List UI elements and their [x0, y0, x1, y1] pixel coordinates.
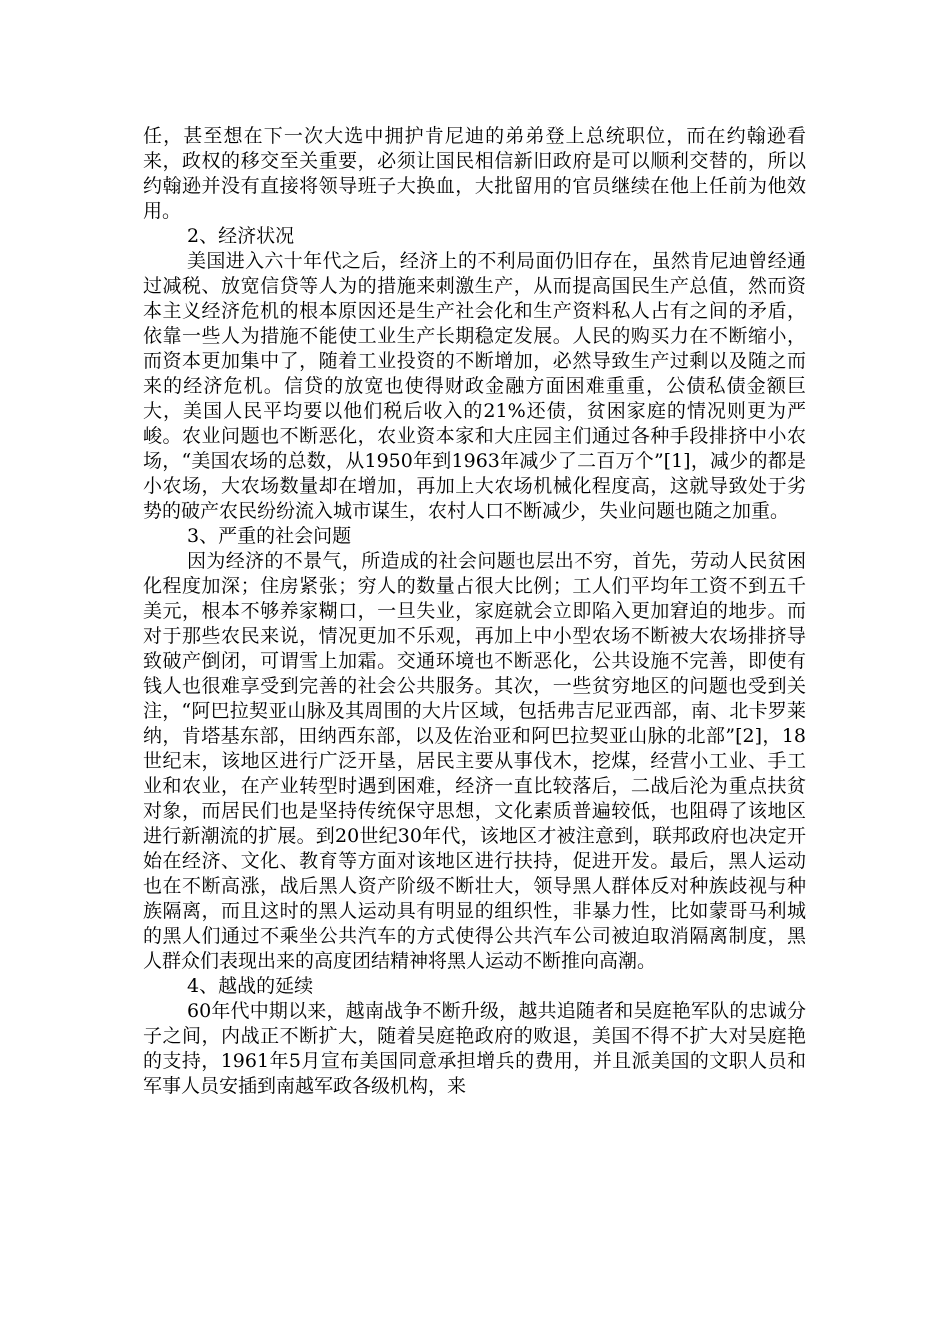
paragraph-social-problems: 因为经济的不景气，所造成的社会问题也层出不穷，首先，劳动人民贫困化程度加深；住房紧张；穷人的数量占很大比例；工人们平均年工资不到五千美元，根本不够养家糊口，一旦失业，家庭就会立即陷入更加窘迫的地步。而对于那些农民来说，情况更加不乐观，再加上中小型农场不断被大农场排挤导致破产倒闭，可谓雪上加霜。交通环境也不断恶化，公共设施不完善，即使有钱人也很难享受到完善的社会公共服务。其次，一些贫穷地区的问题也受到关注，“阿巴拉契亚山脉及其周围的大片区域，包括弗吉尼亚西部，南、北卡罗莱纳，肯塔基东部，田纳西东部，以及佐治亚和阿巴拉契亚山脉的北部”[2]，18世纪末，该地区进行广泛开垦，居民主要从事伐木，挖煤，经营小工业、手工业和农业，在产业转型时遇到困难，经济一直比较落后，二战后沦为重点扶贫对象，而居民们也是坚持传统保守思想，文化素质普遍较低，也阻碍了该地区进行新潮流的扩展。到20世纪30年代，该地区才被注意到，联邦政府也决定开始在经济、文化、教育等方面对该地区进行扶持，促进开发。最后，黑人运动也在不断高涨，战后黑人资产阶级不断壮大，领导黑人群体反对种族歧视与种族隔离，而且这时的黑人运动具有明显的组织性，非暴力性，比如蒙哥马利城的黑人们通过不乘坐公共汽车的方式使得公共汽车公司被迫取消隔离制度，黑人群众们表现出来的高度团结精神将黑人运动不断推向高潮。 [143, 550, 806, 972]
section-heading-economy: 2、经济状况 [187, 225, 295, 247]
document-page [143, 124, 806, 1099]
paragraph-vietnam-war: 60年代中期以来，越南战争不断升级，越共追随者和吴庭艳军队的忠诚分子之间，内战正不断扩大，随着吴庭艳政府的败退，美国不得不扩大对吴庭艳的支持，1961年5月宣布美国同意承担增兵的费用，并且派美国的文职人员和军事人员安插到南越军政各级机构，来 [143, 1000, 806, 1097]
section-heading-vietnam-war: 4、越战的延续 [187, 975, 314, 997]
paragraph-economy: 美国进入六十年代之后，经济上的不利局面仍旧存在，虽然肯尼迪曾经通过减税、放宽信贷等人为的措施来刺激生产，从而提高国民生产总值，然而资本主义经济危机的根本原因还是生产社会化和生产资料私人占有之间的矛盾，依靠一些人为措施不能使工业生产长期稳定发展。人民的购买力在不断缩小，而资本更加集中了，随着工业投资的不断增加，必然导致生产过剩以及随之而来的经济危机。信贷的放宽也使得财政金融方面困难重重，公债私债金额巨大，美国人民平均要以他们税后收入的21%还债，贫困家庭的情况则更为严峻。农业问题也不断恶化，农业资本家和大庄园主们通过各种手段排挤中小农场，“美国农场的总数，从1950年到1963年减少了二百万个”[1]，减少的都是小农场，大农场数量却在增加，再加上大农场机械化程度高，这就导致处于劣势的破产农民纷纷流入城市谋生，农村人口不断减少，失业问题也随之加重。 [143, 250, 806, 522]
paragraph-continuation: 任，甚至想在下一次大选中拥护肯尼迪的弟弟登上总统职位，而在约翰逊看来，政权的移交至关重要，必须让国民相信新旧政府是可以顺利交替的，所以约翰逊并没有直接将领导班子大换血，大批留用的官员继续在他上任前为他效用。 [143, 125, 806, 222]
section-heading-social-problems: 3、严重的社会问题 [187, 525, 352, 547]
